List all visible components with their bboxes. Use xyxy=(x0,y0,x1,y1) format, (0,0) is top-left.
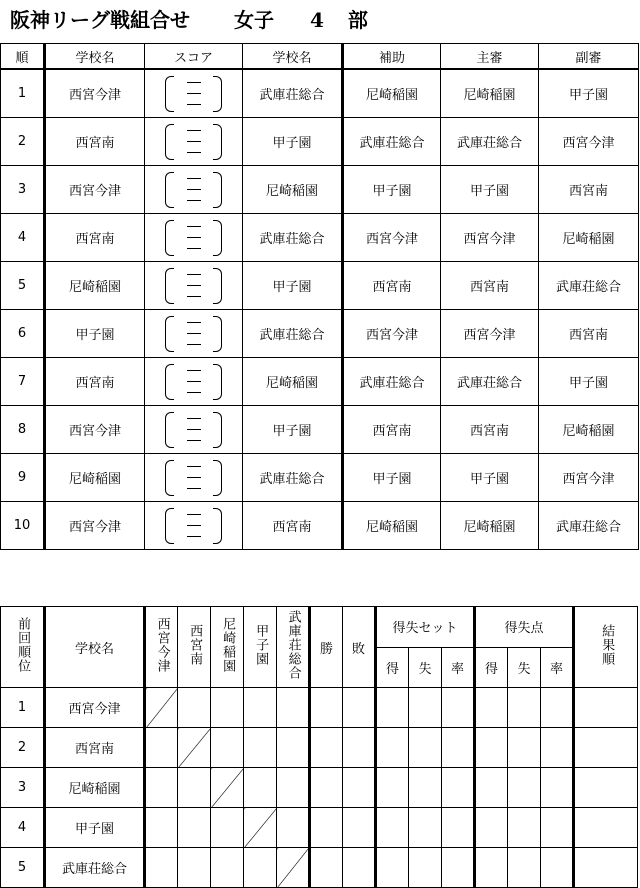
score-dash xyxy=(187,248,201,249)
score-dash xyxy=(187,226,201,227)
win-cell xyxy=(310,768,343,808)
referee-school: 武庫荘総合 xyxy=(441,358,539,406)
score-bracket-right xyxy=(213,316,222,352)
school-a: 尼崎稲園 xyxy=(45,262,145,310)
match-result-cell xyxy=(244,848,277,888)
referee-school: 甲子園 xyxy=(441,454,539,502)
header-school: 学校名 xyxy=(45,607,145,688)
score-cell xyxy=(145,406,243,454)
score-dash xyxy=(187,477,201,478)
schedule-header-row xyxy=(1,44,639,70)
set-lose-cell xyxy=(409,848,442,888)
point-rate-cell xyxy=(541,808,574,848)
match-number: 2 xyxy=(1,118,45,166)
schedule-row xyxy=(1,502,639,550)
score-dash xyxy=(187,178,201,179)
header-set-gain: 得 xyxy=(376,647,409,688)
point-rate-cell xyxy=(541,688,574,728)
score-bracket-right xyxy=(213,172,222,208)
score-bracket-left xyxy=(165,508,174,544)
match-result-cell xyxy=(244,688,277,728)
point-gain-cell xyxy=(475,688,508,728)
referee-school: 武庫荘総合 xyxy=(441,118,539,166)
score-bracket-right xyxy=(213,124,222,160)
standings-row xyxy=(1,848,638,888)
score-dash xyxy=(187,466,201,467)
score-dash xyxy=(187,333,201,334)
sub-referee-school: 武庫荘総合 xyxy=(539,502,639,550)
match-result-cell xyxy=(145,728,178,768)
score-dash xyxy=(187,200,201,201)
score-dash xyxy=(187,392,201,393)
self-match-diagonal xyxy=(277,848,310,888)
score-dash xyxy=(187,514,201,515)
sub-referee-school: 武庫荘総合 xyxy=(539,262,639,310)
score-dash xyxy=(187,381,201,382)
point-lose-cell xyxy=(508,848,541,888)
score-dash xyxy=(187,440,201,441)
schedule-row xyxy=(1,214,639,262)
sub-referee-school: 西宮南 xyxy=(539,166,639,214)
score-dash xyxy=(187,93,201,94)
score-bracket-left xyxy=(165,172,174,208)
school-a: 西宮今津 xyxy=(45,406,145,454)
rank-cell: 1 xyxy=(1,688,45,728)
schedule-row xyxy=(1,262,639,310)
header-loss: 敗 xyxy=(343,607,376,688)
match-result-cell xyxy=(178,688,211,728)
referee-school: 西宮南 xyxy=(441,262,539,310)
schedule-row xyxy=(1,118,639,166)
header-point-gain: 得 xyxy=(475,647,508,688)
school-cell: 甲子園 xyxy=(45,808,145,848)
point-lose-cell xyxy=(508,768,541,808)
score-dash xyxy=(187,189,201,190)
referee-school: 尼崎稲園 xyxy=(441,502,539,550)
score-cell xyxy=(145,454,243,502)
header-point-rate: 率 xyxy=(541,647,574,688)
schedule-row xyxy=(1,166,639,214)
set-rate-cell xyxy=(442,688,475,728)
header-score: スコア xyxy=(145,44,243,70)
header-order: 順 xyxy=(1,44,45,70)
point-rate-cell xyxy=(541,848,574,888)
school-b: 西宮南 xyxy=(243,502,343,550)
sub-referee-school: 甲子園 xyxy=(539,358,639,406)
score-bracket-left xyxy=(165,220,174,256)
point-gain-cell xyxy=(475,808,508,848)
schedule-row xyxy=(1,358,639,406)
header-opp-1: 西宮南 xyxy=(178,607,211,688)
match-number: 1 xyxy=(1,69,45,118)
loss-cell xyxy=(343,808,376,848)
sub-referee-school: 甲子園 xyxy=(539,69,639,118)
match-number: 6 xyxy=(1,310,45,358)
assistant-school: 西宮今津 xyxy=(343,214,441,262)
header-result: 結果順 xyxy=(574,607,638,688)
standings-header-row-1 xyxy=(1,607,638,648)
set-rate-cell xyxy=(442,848,475,888)
school-cell: 西宮今津 xyxy=(45,688,145,728)
division-suffix: 部 xyxy=(347,8,368,32)
school-b: 尼崎稲園 xyxy=(243,358,343,406)
set-gain-cell xyxy=(376,768,409,808)
header-point-group: 得失点 xyxy=(475,607,574,648)
assistant-school: 西宮今津 xyxy=(343,310,441,358)
self-match-diagonal xyxy=(145,688,178,728)
school-cell: 武庫荘総合 xyxy=(45,848,145,888)
match-result-cell xyxy=(178,808,211,848)
standings-row xyxy=(1,808,638,848)
school-b: 武庫荘総合 xyxy=(243,310,343,358)
match-result-cell xyxy=(244,768,277,808)
score-bracket-left xyxy=(165,76,174,112)
league-title: 阪神リーグ戦組合せ xyxy=(10,8,190,32)
header-referee: 主審 xyxy=(441,44,539,70)
match-result-cell xyxy=(277,808,310,848)
school-a: 西宮今津 xyxy=(45,502,145,550)
standings-row xyxy=(1,768,638,808)
score-dash xyxy=(187,536,201,537)
score-dash xyxy=(187,141,201,142)
score-dash xyxy=(187,152,201,153)
set-gain-cell xyxy=(376,808,409,848)
header-set-lose: 失 xyxy=(409,647,442,688)
school-a: 尼崎稲園 xyxy=(45,454,145,502)
sub-referee-school: 尼崎稲園 xyxy=(539,214,639,262)
school-b: 尼崎稲園 xyxy=(243,166,343,214)
score-cell xyxy=(145,166,243,214)
schedule-row xyxy=(1,454,639,502)
header-prev-rank: 前回順位 xyxy=(1,607,45,688)
point-lose-cell xyxy=(508,808,541,848)
score-bracket-right xyxy=(213,460,222,496)
score-dash xyxy=(187,296,201,297)
match-number: 5 xyxy=(1,262,45,310)
score-bracket-left xyxy=(165,124,174,160)
match-result-cell xyxy=(178,768,211,808)
school-cell: 西宮南 xyxy=(45,728,145,768)
match-result-cell xyxy=(211,808,244,848)
schedule-row xyxy=(1,310,639,358)
win-cell xyxy=(310,808,343,848)
division-label: 女子 xyxy=(234,8,274,32)
school-a: 西宮南 xyxy=(45,214,145,262)
header-assistant: 補助 xyxy=(343,44,441,70)
score-bracket-right xyxy=(213,412,222,448)
point-lose-cell xyxy=(508,688,541,728)
referee-school: 西宮今津 xyxy=(441,214,539,262)
school-a: 西宮今津 xyxy=(45,166,145,214)
result-rank-cell xyxy=(574,688,638,728)
assistant-school: 尼崎稲園 xyxy=(343,502,441,550)
school-a: 甲子園 xyxy=(45,310,145,358)
self-match-diagonal xyxy=(178,728,211,768)
score-cell xyxy=(145,502,243,550)
school-b: 武庫荘総合 xyxy=(243,214,343,262)
score-dash xyxy=(187,488,201,489)
loss-cell xyxy=(343,688,376,728)
school-a: 西宮南 xyxy=(45,118,145,166)
set-lose-cell xyxy=(409,688,442,728)
header-opp-4: 武庫荘総合 xyxy=(277,607,310,688)
standings-table xyxy=(0,606,638,888)
self-match-diagonal xyxy=(244,808,277,848)
referee-school: 甲子園 xyxy=(441,166,539,214)
division-number: 4 xyxy=(310,8,324,32)
result-rank-cell xyxy=(574,728,638,768)
win-cell xyxy=(310,848,343,888)
point-lose-cell xyxy=(508,728,541,768)
rank-cell: 2 xyxy=(1,728,45,768)
match-result-cell xyxy=(211,848,244,888)
score-dash xyxy=(187,237,201,238)
sub-referee-school: 西宮今津 xyxy=(539,118,639,166)
match-number: 4 xyxy=(1,214,45,262)
school-a: 西宮南 xyxy=(45,358,145,406)
point-gain-cell xyxy=(475,728,508,768)
header-point-lose: 失 xyxy=(508,647,541,688)
assistant-school: 武庫荘総合 xyxy=(343,118,441,166)
score-bracket-right xyxy=(213,364,222,400)
match-result-cell xyxy=(277,768,310,808)
header-opp-2: 尼崎稲園 xyxy=(211,607,244,688)
score-dash xyxy=(187,418,201,419)
score-cell xyxy=(145,69,243,118)
win-cell xyxy=(310,688,343,728)
school-b: 武庫荘総合 xyxy=(243,454,343,502)
school-b: 甲子園 xyxy=(243,262,343,310)
header-win: 勝 xyxy=(310,607,343,688)
set-gain-cell xyxy=(376,728,409,768)
header-opp-3: 甲子園 xyxy=(244,607,277,688)
match-result-cell xyxy=(145,808,178,848)
loss-cell xyxy=(343,848,376,888)
loss-cell xyxy=(343,728,376,768)
rank-cell: 5 xyxy=(1,848,45,888)
match-result-cell xyxy=(178,848,211,888)
score-cell xyxy=(145,262,243,310)
score-dash xyxy=(187,344,201,345)
header-opp-0: 西宮今津 xyxy=(145,607,178,688)
referee-school: 西宮今津 xyxy=(441,310,539,358)
schedule-table xyxy=(0,43,639,550)
score-dash xyxy=(187,370,201,371)
set-rate-cell xyxy=(442,808,475,848)
score-bracket-left xyxy=(165,316,174,352)
set-lose-cell xyxy=(409,768,442,808)
assistant-school: 西宮南 xyxy=(343,406,441,454)
assistant-school: 尼崎稲園 xyxy=(343,69,441,118)
match-result-cell xyxy=(244,728,277,768)
match-number: 7 xyxy=(1,358,45,406)
score-bracket-right xyxy=(213,268,222,304)
point-rate-cell xyxy=(541,728,574,768)
score-cell xyxy=(145,118,243,166)
score-dash xyxy=(187,429,201,430)
score-dash xyxy=(187,285,201,286)
school-b: 甲子園 xyxy=(243,118,343,166)
sub-referee-school: 西宮南 xyxy=(539,310,639,358)
score-cell xyxy=(145,214,243,262)
match-number: 10 xyxy=(1,502,45,550)
score-cell xyxy=(145,310,243,358)
score-bracket-left xyxy=(165,268,174,304)
school-cell: 尼崎稲園 xyxy=(45,768,145,808)
set-rate-cell xyxy=(442,728,475,768)
assistant-school: 西宮南 xyxy=(343,262,441,310)
point-gain-cell xyxy=(475,848,508,888)
school-b: 武庫荘総合 xyxy=(243,69,343,118)
match-number: 9 xyxy=(1,454,45,502)
result-rank-cell xyxy=(574,848,638,888)
score-dash xyxy=(187,322,201,323)
result-rank-cell xyxy=(574,808,638,848)
set-lose-cell xyxy=(409,728,442,768)
referee-school: 西宮南 xyxy=(441,406,539,454)
header-sub-referee: 副審 xyxy=(539,44,639,70)
sub-referee-school: 尼崎稲園 xyxy=(539,406,639,454)
score-cell xyxy=(145,358,243,406)
score-dash xyxy=(187,274,201,275)
schedule-row xyxy=(1,406,639,454)
assistant-school: 甲子園 xyxy=(343,454,441,502)
schedule-row xyxy=(1,69,639,118)
referee-school: 尼崎稲園 xyxy=(441,69,539,118)
match-number: 8 xyxy=(1,406,45,454)
header-school-a: 学校名 xyxy=(45,44,145,70)
win-cell xyxy=(310,728,343,768)
point-rate-cell xyxy=(541,768,574,808)
score-bracket-left xyxy=(165,364,174,400)
standings-row xyxy=(1,688,638,728)
header-set-rate: 率 xyxy=(442,647,475,688)
match-number: 3 xyxy=(1,166,45,214)
sub-referee-school: 西宮今津 xyxy=(539,454,639,502)
assistant-school: 甲子園 xyxy=(343,166,441,214)
loss-cell xyxy=(343,768,376,808)
match-result-cell xyxy=(277,728,310,768)
header-set-group: 得失セット xyxy=(376,607,475,648)
standings-row xyxy=(1,728,638,768)
score-dash xyxy=(187,130,201,131)
set-lose-cell xyxy=(409,808,442,848)
assistant-school: 武庫荘総合 xyxy=(343,358,441,406)
score-bracket-left xyxy=(165,412,174,448)
match-result-cell xyxy=(277,688,310,728)
score-dash xyxy=(187,525,201,526)
school-b: 甲子園 xyxy=(243,406,343,454)
score-bracket-right xyxy=(213,508,222,544)
match-result-cell xyxy=(211,688,244,728)
score-bracket-left xyxy=(165,460,174,496)
header-school-b: 学校名 xyxy=(243,44,343,70)
match-result-cell xyxy=(145,848,178,888)
set-gain-cell xyxy=(376,848,409,888)
match-result-cell xyxy=(145,768,178,808)
score-dash xyxy=(187,104,201,105)
score-dash xyxy=(187,82,201,83)
rank-cell: 4 xyxy=(1,808,45,848)
set-rate-cell xyxy=(442,768,475,808)
rank-cell: 3 xyxy=(1,768,45,808)
score-bracket-right xyxy=(213,220,222,256)
point-gain-cell xyxy=(475,768,508,808)
match-result-cell xyxy=(211,728,244,768)
page-title xyxy=(10,4,368,33)
score-bracket-right xyxy=(213,76,222,112)
set-gain-cell xyxy=(376,688,409,728)
self-match-diagonal xyxy=(211,768,244,808)
result-rank-cell xyxy=(574,768,638,808)
school-a: 西宮今津 xyxy=(45,69,145,118)
